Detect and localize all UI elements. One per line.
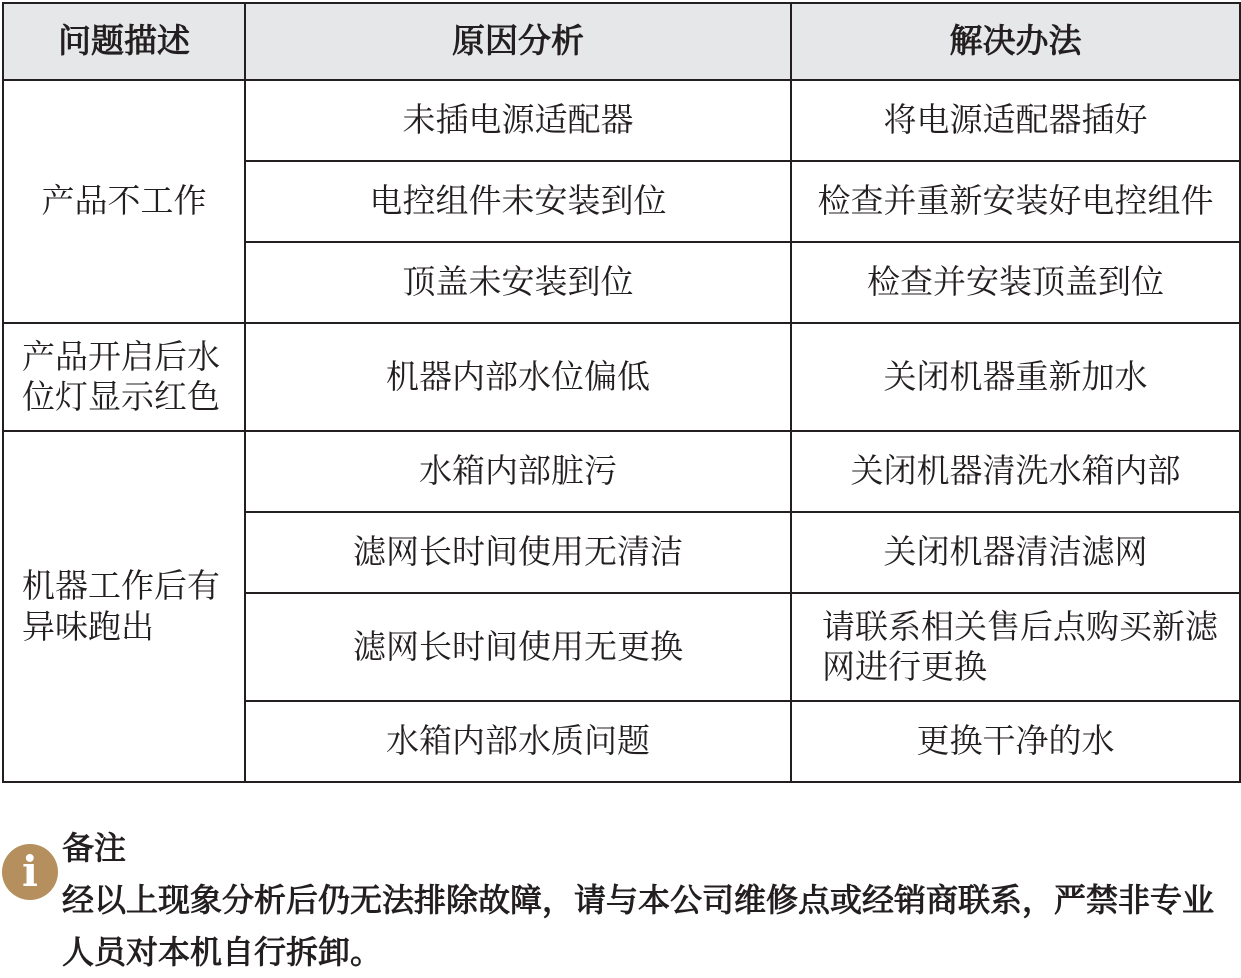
troubleshooting-table — [2, 2, 1241, 783]
table-header-row — [3, 3, 1240, 80]
cause-cell: 顶盖未安装到位 — [245, 242, 791, 323]
cause-cell: 机器内部水位偏低 — [245, 323, 791, 431]
cause-cell: 电控组件未安装到位 — [245, 161, 791, 242]
note-title: 备注 — [62, 829, 127, 867]
cause-cell: 未插电源适配器 — [245, 80, 791, 161]
table-row — [3, 323, 1240, 431]
solution-cell: 关闭机器重新加水 — [791, 323, 1240, 431]
solution-cell: 将电源适配器插好 — [791, 80, 1240, 161]
note-text: 经以上现象分析后仍无法排除故障，请与本公司维修点或经销商联系，严禁非专业人员对本机自行拆卸。 — [62, 881, 1215, 971]
problem-cell: 机器工作后有异味跑出 — [3, 431, 245, 782]
solution-cell: 检查并重新安装好电控组件 — [791, 161, 1240, 242]
problem-cell: 产品开启后水位灯显示红色 — [3, 323, 245, 431]
table-row — [3, 80, 1240, 161]
cause-cell: 水箱内部脏污 — [245, 431, 791, 512]
solution-cell: 请联系相关售后点购买新滤网进行更换 — [791, 593, 1240, 701]
cause-cell: 滤网长时间使用无清洁 — [245, 512, 791, 593]
solution-cell: 更换干净的水 — [791, 701, 1240, 782]
note-section — [0, 828, 1241, 971]
header-problem: 问题描述 — [3, 3, 245, 80]
info-icon: i — [2, 844, 58, 900]
header-solution: 解决办法 — [791, 3, 1240, 80]
solution-cell: 检查并安装顶盖到位 — [791, 242, 1240, 323]
solution-cell: 关闭机器清洗水箱内部 — [791, 431, 1240, 512]
solution-cell: 关闭机器清洁滤网 — [791, 512, 1240, 593]
cause-cell: 水箱内部水质问题 — [245, 701, 791, 782]
problem-cell: 产品不工作 — [3, 80, 245, 323]
table-row — [3, 431, 1240, 512]
cause-cell: 滤网长时间使用无更换 — [245, 593, 791, 701]
header-cause: 原因分析 — [245, 3, 791, 80]
